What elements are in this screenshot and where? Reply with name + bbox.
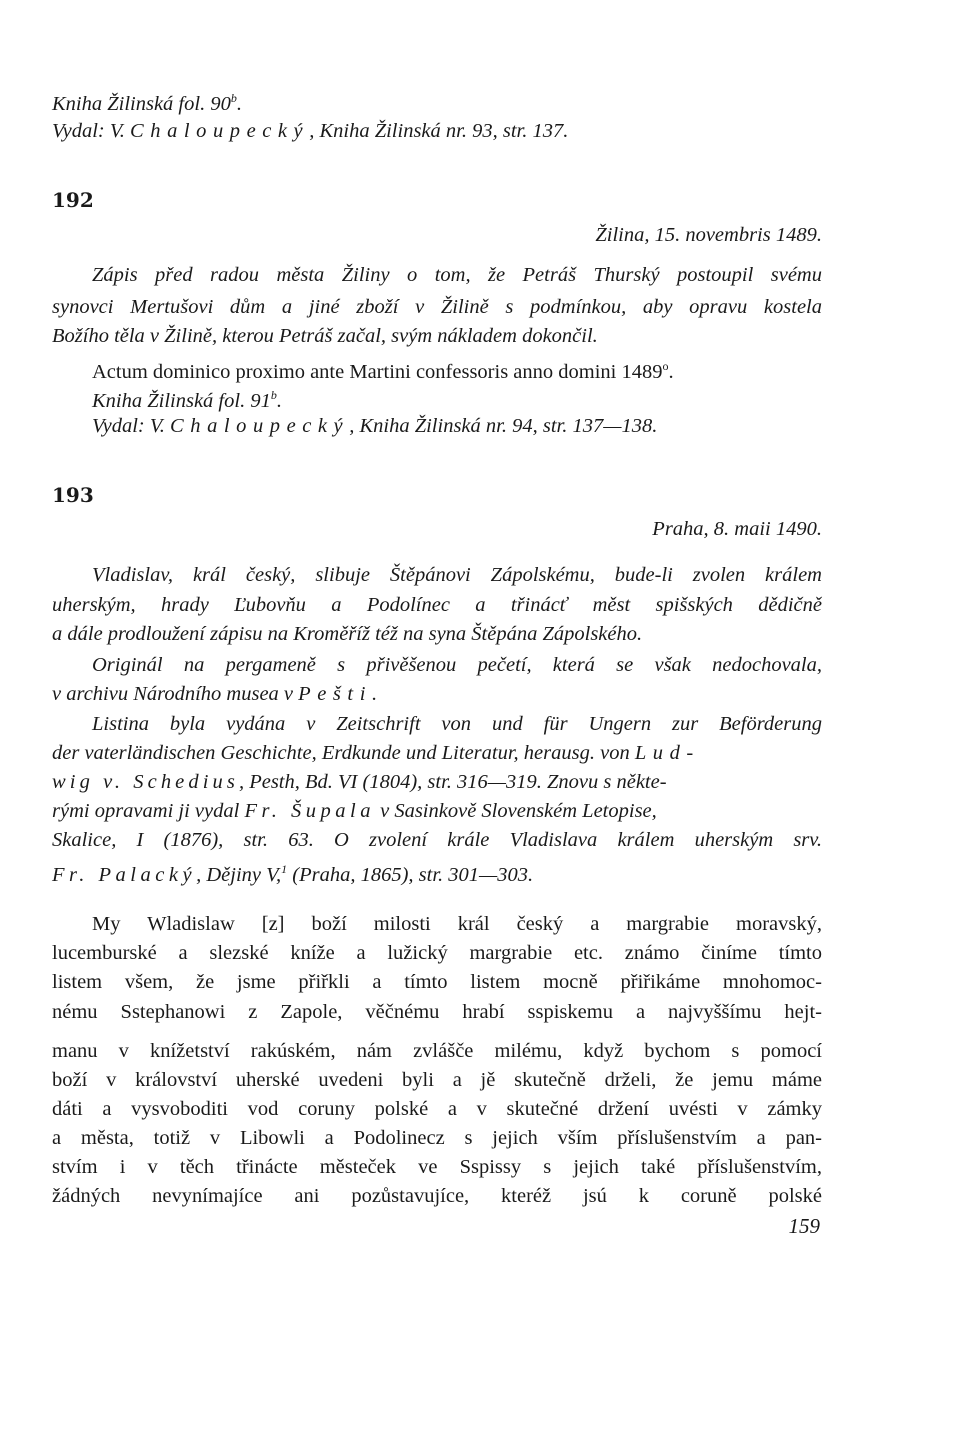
abstract-line: Vladislav, král český, slibuje Štěpánovi Zápolskému, bude-li zvolen králem [92, 564, 822, 586]
publication-text: der vaterländischen Geschichte, Erdkunde und Literatur, herausg. von [52, 742, 635, 764]
page-number: 159 [788, 1214, 820, 1238]
abstract-line: Zápis před radou města Žiliny o tom, že Petráš Thurský postoupil svému [92, 264, 822, 286]
edition-suffix: , Kniha Žilinská nr. 94, str. 137—138. [349, 415, 658, 437]
charter-text-line: My Wladislaw [z] boží milosti král český a margrabie moravský, [92, 913, 822, 935]
actum-end: . [668, 360, 674, 383]
source-folio-end: . [236, 92, 242, 115]
author-name: Lud- [634, 742, 700, 764]
charter-text-line: dáti a vysvoboditi vod coruny polské a v skutečné držení uvésti v zámky [52, 1098, 822, 1120]
edition-line [52, 117, 812, 145]
place-date: Praha, 8. maii 1490. [652, 518, 822, 540]
publication-note-line [52, 768, 812, 796]
charter-text-line: boží v království uherské uvedeni byli a jě skutečně drželi, že jemu máme [52, 1069, 822, 1091]
abstract-line: uherským, hrady Ľubovňu a Podolínec a třinácť měst spišských dědičně [52, 594, 822, 616]
source-folio-end: . [276, 389, 282, 412]
publication-note-line: Listina byla vydána v Zeitschrift von und für Ungern zur Beförderung [92, 713, 822, 735]
charter-text-line: stvím i v těch třinácte městeček ve Sspissy s jejich také příslušenstvím, [52, 1156, 822, 1178]
editor-name: Chaloupecký [130, 120, 310, 142]
folio-superscript: b [270, 388, 277, 402]
publication-note-line [52, 797, 812, 825]
source-folio-text: Kniha Žilinská fol. 91 [92, 389, 271, 412]
entry-number: 192 [52, 188, 94, 212]
source-folio-line [92, 381, 852, 415]
charter-text-line: manu v knížetství rakúském, nám zvlášče milému, když bychom s pomocí [52, 1040, 822, 1062]
publication-text: , Dějiny V, [196, 863, 282, 886]
source-folio-line [52, 84, 812, 118]
charter-text-line: listem všem, že jsme přiřkli a tímto listem mocně přiřikáme mnohomoc- [52, 971, 822, 993]
abstract-line: a dále prodloužení zápisu na Kroměříž též na syna Štěpána Zápolského. [52, 623, 643, 645]
source-folio-text: Kniha Žilinská fol. 90 [52, 92, 231, 115]
author-name: wig v. Schedius [52, 771, 239, 793]
original-note-line [52, 680, 812, 708]
abstract-line: synovci Mertušovi dům a jiné zboží v Žilině s podmínkou, aby opravu kostela [52, 296, 822, 318]
publication-note-line [52, 855, 812, 889]
place-date: Žilina, 15. novembris 1489. [595, 224, 822, 246]
footnote-superscript: 1 [281, 862, 288, 876]
edition-prefix: Vydal: V. [92, 415, 171, 437]
edition-line [92, 412, 852, 440]
charter-text-line: žádných nevynímajíce ani pozůstavujíce, kteréž jsú k coruně polské [52, 1185, 822, 1207]
actum-text: Actum dominico proximo ante Martini confessoris anno domini 1489 [92, 360, 663, 383]
publication-text: , Pesth, Bd. VI (1804), str. 316—319. Znovu s někte- [238, 771, 667, 793]
editor-name: Chaloupecký [170, 415, 350, 437]
publication-text: (Praha, 1865), str. 301—303. [287, 863, 534, 886]
charter-text-line: lucemburské a slezské kníže a lužický margrabie etc. známo činíme tímto [52, 942, 822, 964]
publication-text: rými opravami ji vydal [52, 800, 245, 822]
publication-text: v Sasinkově Slovenském Letopise, [374, 800, 657, 822]
edition-suffix: , Kniha Žilinská nr. 93, str. 137. [309, 120, 569, 142]
archive-text: v archivu Národního musea v [52, 683, 299, 705]
folio-superscript: b [230, 91, 237, 105]
publication-note-line: Skalice, I (1876), str. 63. O zvolení krále Vladislava králem uherským srv. [52, 829, 822, 851]
publication-note-line [52, 739, 812, 767]
edition-prefix: Vydal: V. [52, 120, 131, 142]
archive-city: Pešti [298, 683, 372, 705]
author-name: Fr. Palacký [52, 863, 197, 886]
author-name: Fr. Šupala [244, 800, 375, 822]
charter-text-line: nému Sstephanowi z Zapole, věčnému hrabí sspiskemu a najvyššímu hejt- [52, 1001, 822, 1023]
original-note-line: Originál na pergameně s přivěšenou pečetí, která se však nedochovala, [92, 654, 822, 676]
charter-text-line: a města, totiž v Libowli a Podolinecz s jejich vším příslušenstvím a pan- [52, 1127, 822, 1149]
abstract-line: Božího těla v Žilině, kterou Petráš začal, svým nákladem dokončil. [52, 325, 598, 347]
archive-end: . [371, 683, 378, 705]
entry-number: 193 [52, 483, 94, 507]
actum-superscript: o [662, 359, 669, 373]
